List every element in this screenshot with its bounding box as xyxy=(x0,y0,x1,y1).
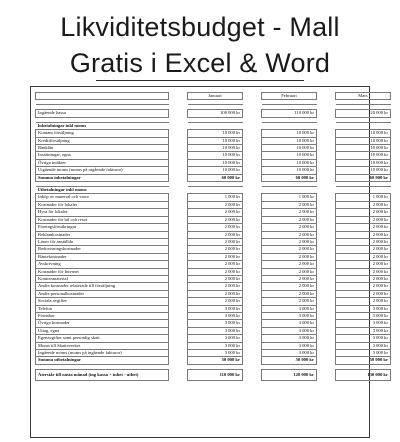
expense-row xyxy=(36,335,391,342)
row-label: Kostnader för Internet xyxy=(36,268,169,275)
cell-value: 2 000 kr xyxy=(262,201,317,208)
row-label: Summa utbetalningar xyxy=(36,357,169,364)
expense-row xyxy=(36,283,391,290)
row-label: Reklamkostnader xyxy=(36,231,169,238)
month-header: Februari xyxy=(262,93,317,100)
cell-value: 10 000 kr xyxy=(336,167,391,174)
cell-value: 10 000 kr xyxy=(262,130,317,137)
expense-row xyxy=(36,253,391,260)
expense-row xyxy=(36,298,391,305)
row-label: Avskrivning xyxy=(36,261,169,268)
row-label: Löner för anställda xyxy=(36,238,169,245)
cell-value: 10 000 kr xyxy=(262,152,317,159)
expense-row xyxy=(36,194,391,201)
cell-value: 10 000 kr xyxy=(336,145,391,152)
cell-value: 3 000 kr xyxy=(336,342,391,349)
row-label: Inköp av material och varor xyxy=(36,194,169,201)
row-label: Kreditförsäljning xyxy=(36,137,169,144)
cell-value: 3 000 kr xyxy=(188,305,243,312)
cell-value: 1 000 kr xyxy=(188,194,243,201)
cell-value: 100 000 kr xyxy=(188,110,243,117)
expense-row xyxy=(36,320,391,327)
income-row xyxy=(36,145,391,152)
income-row xyxy=(36,159,391,166)
cell-value: 120 000 kr xyxy=(336,110,391,117)
cell-value: 2 000 kr xyxy=(188,209,243,216)
cell-value: 2 000 kr xyxy=(188,216,243,223)
row-label: Telefon xyxy=(36,305,169,312)
row-label: Ingående kassa xyxy=(36,110,169,117)
income-row xyxy=(36,130,391,137)
cell-value: 3 000 kr xyxy=(336,350,391,357)
title-divider xyxy=(96,80,304,81)
cell-value: 3 000 kr xyxy=(262,320,317,327)
cell-value: 60 000 kr xyxy=(188,174,243,181)
cell-value: 3 000 kr xyxy=(188,350,243,357)
row-label: Banklån xyxy=(36,145,169,152)
cell-value: 3 000 kr xyxy=(336,305,391,312)
row-label: Ingående moms (moms på ingående fakturor) xyxy=(36,350,169,357)
cell-value: 2 000 kr xyxy=(262,209,317,216)
row-label: Kostnader för bil och resor xyxy=(36,216,169,223)
cell-value: 10 000 kr xyxy=(188,152,243,159)
cell-value: 2 000 kr xyxy=(336,238,391,245)
cell-value: 2 000 kr xyxy=(262,283,317,290)
cell-value: 10 000 kr xyxy=(336,130,391,137)
row-label: Företagsförsäkringar xyxy=(36,224,169,231)
cell-value: 50 000 kr xyxy=(336,357,391,364)
cell-value: 2 000 kr xyxy=(188,238,243,245)
row-label: Sociala avgifter xyxy=(36,298,169,305)
cell-value: 2 000 kr xyxy=(336,268,391,275)
row-label: Kostnader för lokaler xyxy=(36,201,169,208)
opening-balance-row xyxy=(36,110,391,117)
cell-value: 1 000 kr xyxy=(336,194,391,201)
cell-value: 10 000 kr xyxy=(262,159,317,166)
cell-value: 2 000 kr xyxy=(262,290,317,297)
cell-value: 2 000 kr xyxy=(336,290,391,297)
cell-value: 3 000 kr xyxy=(188,312,243,319)
cell-value: 10 000 kr xyxy=(262,145,317,152)
cell-value: 2 000 kr xyxy=(336,298,391,305)
cell-value: 120 000 kr xyxy=(262,369,317,380)
cell-value: 2 000 kr xyxy=(336,253,391,260)
cell-value: 110 000 kr xyxy=(188,369,243,380)
cell-value: 3 000 kr xyxy=(262,327,317,334)
cell-value: 10 000 kr xyxy=(188,145,243,152)
cell-value: 2 000 kr xyxy=(262,275,317,282)
cell-value: 10 000 kr xyxy=(188,159,243,166)
expense-row xyxy=(36,246,391,253)
cell-value: 2 000 kr xyxy=(262,253,317,260)
cell-value: 3 000 kr xyxy=(262,305,317,312)
row-label: Uttag, egna xyxy=(36,327,169,334)
expense-row xyxy=(36,224,391,231)
row-label: Moms till Skatteverket xyxy=(36,342,169,349)
row-label: Kontorsmaterial xyxy=(36,275,169,282)
month-header: Mars xyxy=(336,93,391,100)
cell-value: 2 000 kr xyxy=(336,201,391,208)
cell-value: 1 000 kr xyxy=(262,194,317,201)
row-label: Andra kostnader relaterade till försäljning xyxy=(36,283,169,290)
expense-row xyxy=(36,268,391,275)
expenses-total-row xyxy=(36,357,391,364)
expense-row xyxy=(36,238,391,245)
row-label: Utgående moms (moms på utgående fakturor) xyxy=(36,167,169,174)
section-heading-row xyxy=(36,187,391,194)
cell-value: 3 000 kr xyxy=(188,327,243,334)
cell-value: 60 000 kr xyxy=(262,174,317,181)
income-row xyxy=(36,137,391,144)
expense-row xyxy=(36,209,391,216)
cell-value: 2 000 kr xyxy=(262,298,317,305)
cell-value: 2 000 kr xyxy=(336,261,391,268)
expense-row xyxy=(36,275,391,282)
cell-value: 2 000 kr xyxy=(262,268,317,275)
income-total-row xyxy=(36,174,391,181)
cell-value: 2 000 kr xyxy=(188,253,243,260)
cell-value: 2 000 kr xyxy=(336,283,391,290)
row-label: Kontant försäljning xyxy=(36,130,169,137)
cell-value: 2 000 kr xyxy=(262,261,317,268)
expense-row xyxy=(36,342,391,349)
cell-value: 2 000 kr xyxy=(262,246,317,253)
cell-value: 2 000 kr xyxy=(188,268,243,275)
expense-row xyxy=(36,201,391,208)
row-label: Andra personalkostnader xyxy=(36,290,169,297)
income-row xyxy=(36,152,391,159)
cell-value: 10 000 kr xyxy=(336,152,391,159)
expenses-heading: Utbetalningar inkl moms xyxy=(36,187,169,194)
expense-row xyxy=(36,290,391,297)
expense-row xyxy=(36,350,391,357)
cell-value: 3 000 kr xyxy=(188,342,243,349)
month-header: Januari xyxy=(188,93,243,100)
expense-row xyxy=(36,312,391,319)
cell-value: 3 000 kr xyxy=(336,327,391,334)
cell-value: 2 000 kr xyxy=(188,290,243,297)
cell-value: 10 000 kr xyxy=(188,130,243,137)
cell-value: 3 000 kr xyxy=(188,320,243,327)
row-label: Redovisningskostnader xyxy=(36,246,169,253)
row-label: Övriga kostnader xyxy=(36,320,169,327)
cell-value: 110 000 kr xyxy=(262,110,317,117)
cell-value: 3 000 kr xyxy=(188,335,243,342)
income-row xyxy=(36,167,391,174)
cell-value: 10 000 kr xyxy=(336,159,391,166)
cell-value: 2 000 kr xyxy=(262,231,317,238)
cell-value: 10 000 kr xyxy=(262,167,317,174)
cell-value: 130 000 kr xyxy=(336,369,391,380)
cell-value: 2 000 kr xyxy=(188,224,243,231)
cell-value: 2 000 kr xyxy=(188,201,243,208)
cell-value: 2 000 kr xyxy=(188,275,243,282)
row-label: Egenavgifter samt personlig skatt xyxy=(36,335,169,342)
row-label: Övriga intäkter xyxy=(36,159,169,166)
cell-value: 10 000 kr xyxy=(336,137,391,144)
cell-value: 2 000 kr xyxy=(336,231,391,238)
expense-row xyxy=(36,305,391,312)
cell-value: 10 000 kr xyxy=(188,137,243,144)
cell-value: 2 000 kr xyxy=(262,216,317,223)
column-header-row xyxy=(36,93,391,100)
cell-value: 2 000 kr xyxy=(336,224,391,231)
cell-value: 2 000 kr xyxy=(262,224,317,231)
expense-row xyxy=(36,216,391,223)
header-blank xyxy=(36,93,169,100)
cell-value: 2 000 kr xyxy=(336,209,391,216)
cell-value: 3 000 kr xyxy=(262,312,317,319)
expense-row xyxy=(36,231,391,238)
cell-value: 10 000 kr xyxy=(262,137,317,144)
cell-value: 50 000 kr xyxy=(262,357,317,364)
cell-value: 2 000 kr xyxy=(188,298,243,305)
row-label: Förnabar xyxy=(36,312,169,319)
row-label: Återstår till nästa månad (ing kassa + inbet - utbet) xyxy=(36,369,169,380)
cell-value: 2 000 kr xyxy=(188,231,243,238)
cell-value: 2 000 kr xyxy=(188,283,243,290)
row-label: Hyra för lokaler xyxy=(36,209,169,216)
page-title-line-2: Gratis i Excel & Word xyxy=(69,48,331,78)
cell-value: 60 000 kr xyxy=(336,174,391,181)
cell-value: 10 000 kr xyxy=(188,167,243,174)
budget-table xyxy=(35,92,391,381)
cell-value: 2 000 kr xyxy=(262,238,317,245)
page-title-line-1: Likviditetsbudget - Mall xyxy=(60,12,340,42)
cell-value: 3 000 kr xyxy=(262,350,317,357)
closing-balance-row xyxy=(36,369,391,380)
cell-value: 3 000 kr xyxy=(336,312,391,319)
section-heading-row xyxy=(36,122,391,129)
expense-row xyxy=(36,261,391,268)
expense-row xyxy=(36,327,391,334)
cell-value: 2 000 kr xyxy=(188,261,243,268)
row-label: Summa inbetalningar xyxy=(36,174,169,181)
budget-sheet xyxy=(30,86,388,438)
cell-value: 3 000 kr xyxy=(262,342,317,349)
cell-value: 2 000 kr xyxy=(336,275,391,282)
row-label: Insättningar, egna xyxy=(36,152,169,159)
cell-value: 50 000 kr xyxy=(188,357,243,364)
cell-value: 3 000 kr xyxy=(336,320,391,327)
cell-value: 3 000 kr xyxy=(336,335,391,342)
row-label: Räntekostnader xyxy=(36,253,169,260)
cell-value: 2 000 kr xyxy=(336,246,391,253)
cell-value: 2 000 kr xyxy=(336,216,391,223)
cell-value: 2 000 kr xyxy=(188,246,243,253)
cell-value: 3 000 kr xyxy=(262,335,317,342)
income-heading: Inbetalningar inkl moms xyxy=(36,122,169,129)
